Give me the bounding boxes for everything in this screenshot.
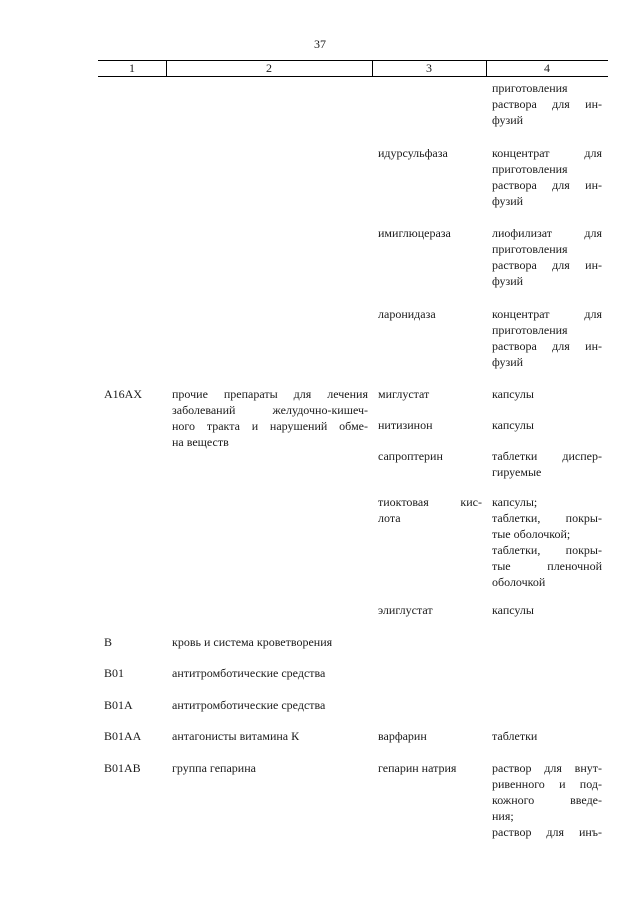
atc-code-b01a: B01A [104,698,133,712]
atc-code-b01ab: B01AB [104,761,141,775]
text-line: ривенного и под- [492,777,602,791]
text-line: приготовления [492,81,568,95]
atc-code-b01aa: B01AA [104,729,142,743]
text-line: лота [378,511,401,525]
text-line: капсулы; [492,495,538,509]
form-cell-eliglustat: капсулы [492,603,534,617]
group-name-a16ax [172,386,368,450]
text-line: таблетки, покры- [492,511,602,525]
drug-name-warfarin: варфарин [378,729,427,743]
header-col-2: 2 [266,61,272,75]
group-name-b01a: антитромботические средства [172,698,326,712]
atc-code-b01: B01 [104,666,125,680]
text-line: оболочкой [492,575,546,589]
text-line: ного тракта и нарушений обме- [172,419,368,433]
text-line: раствора для ин- [492,258,602,272]
header-bottom-rule [98,76,608,77]
text-line: раствора для ин- [492,97,602,111]
form-cell-nitisinone: капсулы [492,418,534,432]
text-line: тиоктовая кис- [378,495,482,509]
form-cell-continued [492,80,602,128]
text-line: тые оболочкой; [492,527,571,541]
text-line: фузий [492,194,524,208]
drug-name-sapropterin: сапроптерин [378,449,443,463]
text-line: приготовления [492,323,568,337]
text-line: раствор для инъ- [492,825,602,839]
group-name-b01ab: группа гепарина [172,761,256,775]
drug-name-nitisinone: нитизинон [378,418,433,432]
form-cell-sapropterin [492,448,602,480]
form-cell-warfarin: таблетки [492,729,538,743]
group-name-b01: антитромботические средства [172,666,326,680]
text-line: фузий [492,113,524,127]
text-line: раствор для внут- [492,761,602,775]
text-line: таблетки, покры- [492,543,602,557]
drug-name-heparin-sodium: гепарин натрия [378,761,457,775]
text-line: концентрат для [492,307,602,321]
text-line: гируемые [492,465,542,479]
text-line: раствора для ин- [492,339,602,353]
text-line: прочие препараты для лечения [172,387,368,401]
form-cell-heparin-sodium [492,760,602,840]
page-number: 37 [314,37,326,51]
drug-name-idursulfase: идурсульфаза [378,146,448,160]
text-line: концентрат для [492,146,602,160]
drug-name-eliglustat: элиглустат [378,603,433,617]
drug-name-miglustat: миглустат [378,387,430,401]
header-col-4: 4 [544,61,550,75]
drug-name-laronidase: ларонидаза [378,307,436,321]
text-line: приготовления [492,162,568,176]
text-line: раствора для ин- [492,178,602,192]
text-line: фузий [492,355,524,369]
text-line: ния; [492,809,514,823]
drug-name-imiglucerase: имиглюцераза [378,226,451,240]
header-col-1: 1 [129,61,135,75]
text-line: на веществ [172,435,229,449]
atc-code-a16ax: A16AX [104,387,142,401]
header-col-3: 3 [426,61,432,75]
group-name-b01aa: антагонисты витамина К [172,729,300,743]
text-line: лиофилизат для [492,226,602,240]
text-line: заболеваний желудочно-кишеч- [172,403,368,417]
text-line: приготовления [492,242,568,256]
text-line: тые пленочной [492,559,602,573]
atc-code-b: B [104,635,113,649]
form-cell-laronidase [492,306,602,370]
form-cell-thioctic-acid [492,494,602,590]
text-line: фузий [492,274,524,288]
text-line: кожного введе- [492,793,602,807]
form-cell-idursulfase [492,145,602,209]
text-line: таблетки диспер- [492,449,602,463]
drug-name-thioctic-acid [378,494,482,526]
group-name-b: кровь и система кроветворения [172,635,333,649]
form-cell-miglustat: капсулы [492,387,534,401]
form-cell-imiglucerase [492,225,602,289]
